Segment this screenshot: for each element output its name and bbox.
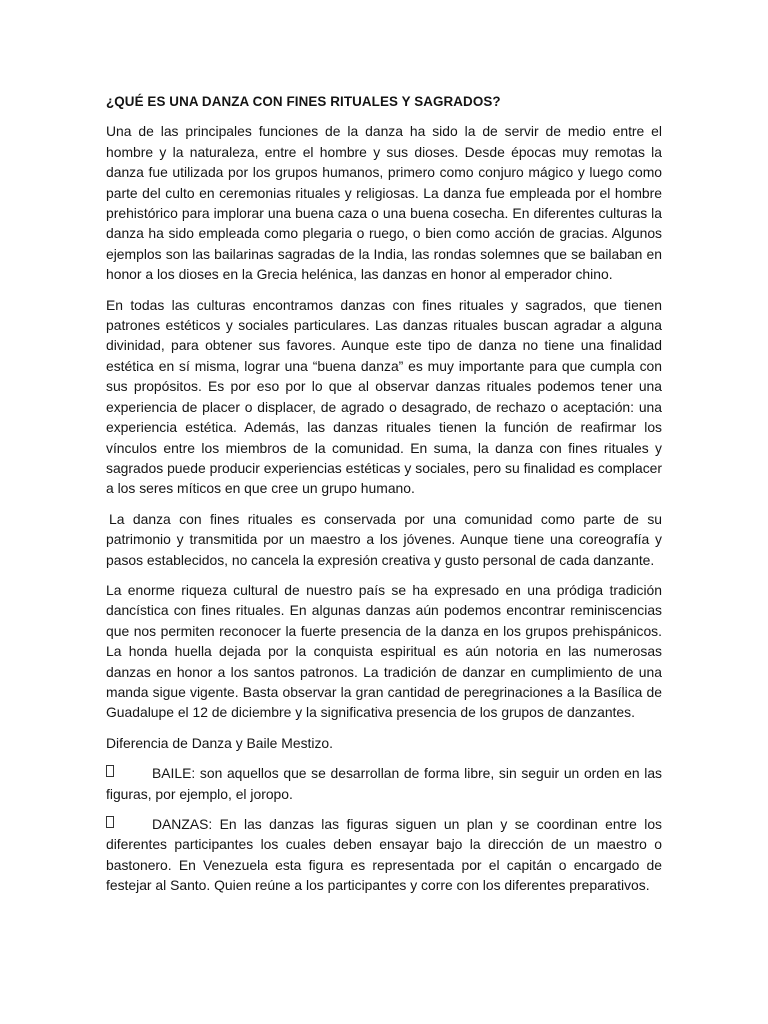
bullet-item-baile [106, 763, 662, 804]
bullet-text-danzas: DANZAS: En las danzas las figuras siguen un plan y se coordinan entre los diferentes participantes los cuales deben ensayar bajo la dirección de un maestro o bastonero. En Venezuela esta figura es representada por el capitán o encargado de festejar al Santo. Quien reúne a los participantes y corre con los diferentes preparativos. [106, 816, 662, 894]
document-page [106, 92, 662, 906]
section-subheading: Diferencia de Danza y Baile Mestizo. [106, 734, 333, 751]
bullet-text-baile: BAILE: son aquellos que se desarrollan de forma libre, sin seguir un orden en las figuras, por ejemplo, el joropo. [106, 765, 662, 802]
bullet-item-danzas [106, 814, 662, 896]
paragraph-1: Una de las principales funciones de la danza ha sido la de servir de medio entre el hombre y la naturaleza, entre el hombre y sus dioses. Desde épocas muy remotas la danza fue utilizada por los grupos humanos, primero como conjuro mágico y luego como parte del culto en ceremonias rituales y religiosas. La danza fue empleada por el hombre prehistórico para implorar una buena caza o una buena cosecha. En diferentes culturas la danza ha sido empleada como plegaria o ruego, o bien como acción de gracias. Algunos ejemplos son las bailarinas sagradas de la India, las rondas solemnes que se bailaban en honor a los dioses en la Grecia helénica, las danzas en honor al emperador chino. [106, 123, 662, 283]
paragraph-2: En todas las culturas encontramos danzas con fines rituales y sagrados, que tienen patrones estéticos y sociales particulares. Las danzas rituales buscan agradar a alguna divinidad, para obtener sus favores. Aunque este tipo de danza no tiene una finalidad estética en sí misma, lograr una “buena danza” es muy importante para que cumpla con sus propósitos. Es por eso por lo que al observar danzas rituales podemos tener una experiencia de placer o displacer, de agrado o desagrado, de rechazo o aceptación: una experiencia estética. Además, las danzas rituales tienen la función de reafirmar los vínculos entre los miembros de la comunidad. En suma, la danza con fines rituales y sagrados puede producir experiencias estéticas y sociales, pero su finalidad es complacer a los seres míticos en que cree un grupo humano. [106, 296, 662, 497]
paragraph-4: La enorme riqueza cultural de nuestro país se ha expresado en una pródiga tradición dancística con fines rituales. En algunas danzas aún podemos encontrar reminiscencias que nos permiten reconocer la fuerte presencia de la danza en los grupos prehispánicos. La honda huella dejada por la conquista espiritual es aún notoria en las numerosas danzas en honor a los santos patronos. La tradición de danzar en cumplimiento de una manda sigue vigente. Basta observar la gran cantidad de peregrinaciones a la Basílica de Guadalupe el 12 de diciembre y la significativa presencia de los grupos de danzantes. [106, 581, 662, 721]
paragraph-3: La danza con fines rituales es conservada por una comunidad como parte de su patrimonio y transmitida por un maestro a los jóvenes. Aunque tiene una coreografía y pasos establecidos, no cancela la expresión creativa y gusto personal de cada danzante. [106, 510, 662, 568]
document-title: ¿QUÉ ES UNA DANZA CON FINES RITUALES Y SAGRADOS? [106, 94, 501, 109]
